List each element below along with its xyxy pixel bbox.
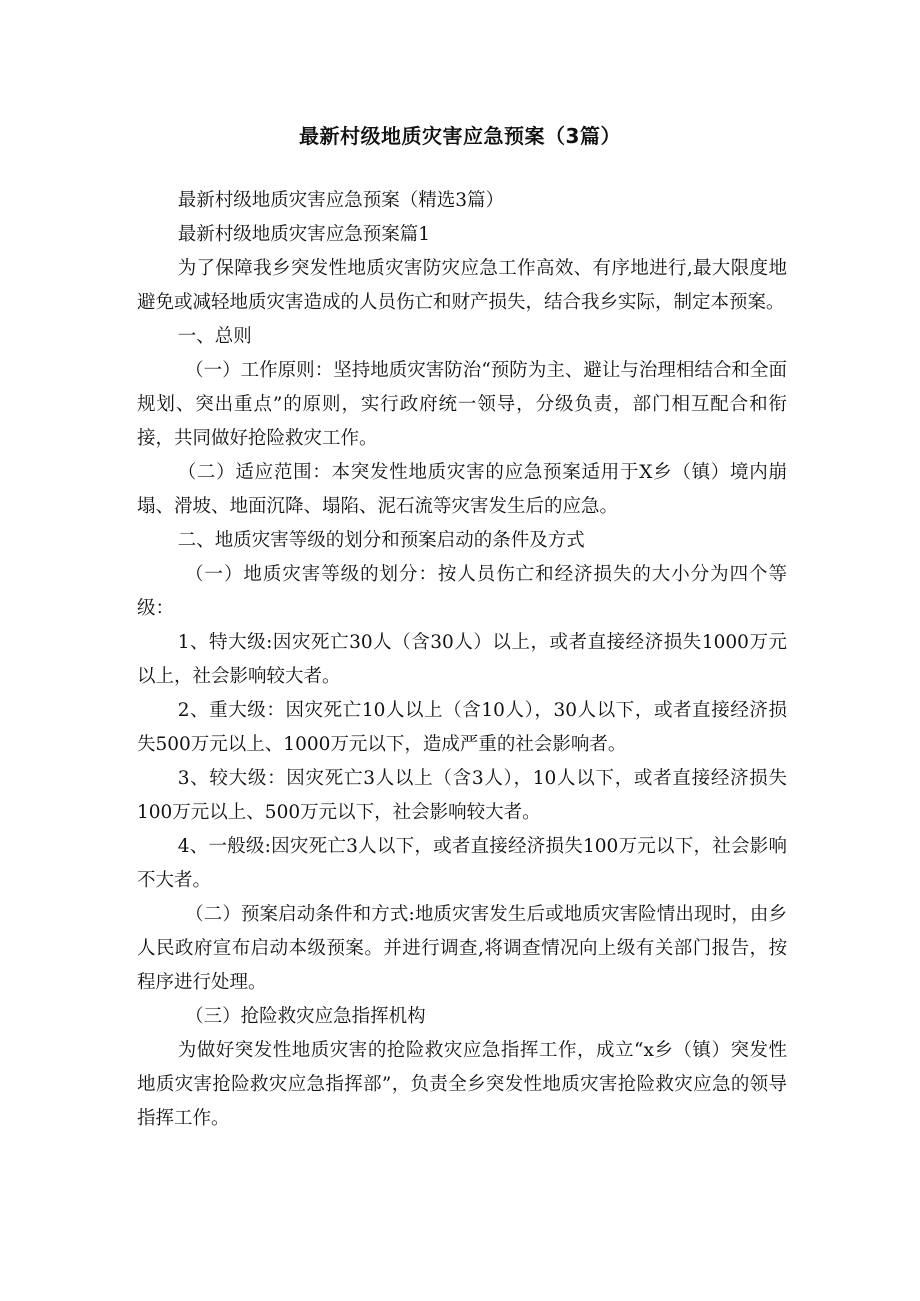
paragraph: 为做好突发性地质灾害的抢险救灾应急指挥工作，成立“x乡（镇）突发性地质灾害抢险救灾应急指挥部”，负责全乡突发性地质灾害抢险救灾应急的领导指挥工作。	[137, 1040, 787, 1129]
section-heading: （三）抢险救灾应急指挥机构	[185, 1006, 426, 1027]
section-heading: 最新村级地质灾害应急预案篇1	[177, 224, 430, 245]
subtitle-line: 最新村级地质灾害应急预案（精选3篇）	[177, 190, 504, 211]
section-heading: 一、总则	[177, 326, 252, 347]
section-heading: 二、地质灾害等级的划分和预案启动的条件及方式	[177, 530, 585, 551]
paragraph: （二）适应范围：本突发性地质灾害的应急预案适用于X乡（镇）境内崩塌、滑坡、地面沉降、塌陷、泥石流等灾害发生后的应急。	[137, 462, 787, 517]
paragraph: （二）预案启动条件和方式:地质灾害发生后或地质灾害险情出现时，由乡人民政府宣布启动本级预案。并进行调查,将调查情况向上级有关部门报告，按程序进行处理。	[137, 904, 787, 993]
list-item: 3、较大级：因灾死亡3人以上（含3人），10人以下，或者直接经济损失100万元以上、500万元以下，社会影响较大者。	[137, 768, 787, 823]
document-title: 最新村级地质灾害应急预案（3篇）	[299, 124, 621, 148]
list-item: 2、重大级：因灾死亡10人以上（含10人），30人以下，或者直接经济损失500万元以上、1000万元以下，造成严重的社会影响者。	[137, 700, 787, 755]
paragraph: （一）工作原则：坚持地质灾害防治“预防为主、避让与治理相结合和全面规划、突出重点”的原则，实行政府统一领导，分级负责，部门相互配合和衔接，共同做好抢险救灾工作。	[137, 360, 787, 449]
intro-paragraph: 为了保障我乡突发性地质灾害防灾应急工作高效、有序地进行,最大限度地避免或减轻地质灾害造成的人员伤亡和财产损失，结合我乡实际，制定本预案。	[137, 258, 787, 313]
paragraph: （一）地质灾害等级的划分：按人员伤亡和经济损失的大小分为四个等级：	[137, 564, 787, 619]
document-body	[137, 184, 787, 1136]
list-item: 1、特大级:因灾死亡30人（含30人）以上，或者直接经济损失1000万元以上，社会影响较大者。	[137, 632, 787, 687]
list-item: 4、一般级:因灾死亡3人以下，或者直接经济损失100万元以下，社会影响不大者。	[137, 836, 787, 891]
